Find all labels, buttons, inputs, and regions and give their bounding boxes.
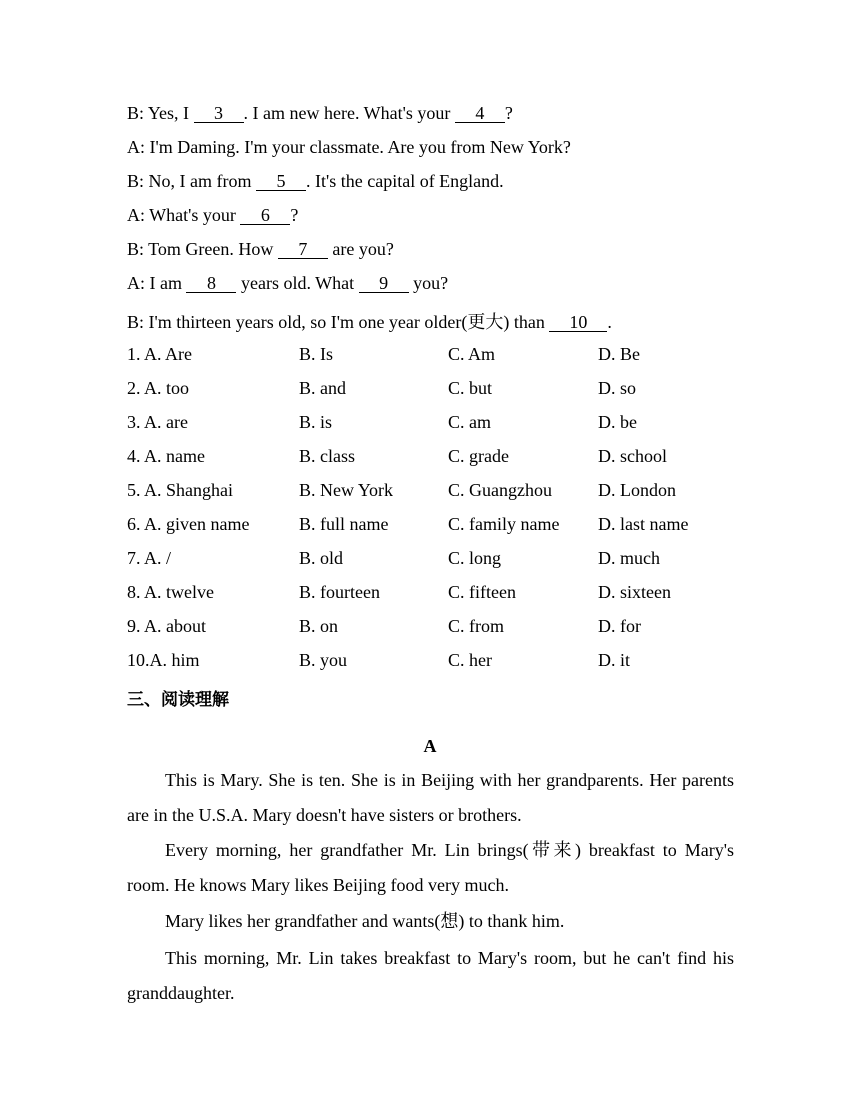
answer-blank: 6 <box>240 206 290 225</box>
option-row <box>127 582 747 606</box>
dialogue-text: B: I'm thirteen years old, so I'm one year older(更大) than <box>127 312 550 332</box>
dialogue-line <box>127 103 513 124</box>
answer-blank: 8 <box>186 274 236 293</box>
option-b: B. you <box>299 650 348 670</box>
option-row <box>127 446 747 470</box>
option-c: C. family name <box>448 514 560 534</box>
dialogue-line <box>127 137 571 158</box>
option-c: C. Am <box>448 344 496 364</box>
option-d: D. school <box>598 446 667 466</box>
option-row <box>127 650 747 674</box>
dialogue-line <box>127 171 504 192</box>
dialogue-text: ? <box>290 205 299 225</box>
option-d: D. much <box>598 548 660 568</box>
option-row <box>127 378 747 402</box>
passage-paragraph: Every morning, her grandfather Mr. Lin brings(带来) breakfast to Mary's room. He knows Mary likes Beijing food very much. <box>127 840 734 895</box>
dialogue-text: . It's the capital of England. <box>305 171 504 191</box>
question-option-a: 10.A. him <box>127 650 200 670</box>
question-option-a: 9. A. about <box>127 616 206 636</box>
dialogue-text: B: Tom Green. How <box>127 239 278 259</box>
dialogue-text: years old. What <box>236 273 359 293</box>
dialogue-text: A: I'm Daming. I'm your classmate. Are you from New York? <box>127 137 571 157</box>
option-c: C. from <box>448 616 504 636</box>
option-b: B. on <box>299 616 339 636</box>
option-d: D. London <box>598 480 676 500</box>
answer-blank: 7 <box>278 240 328 259</box>
dialogue-text: ? <box>504 103 513 123</box>
passage-paragraph: Mary likes her grandfather and wants(想) to thank him. <box>165 911 565 931</box>
option-row <box>127 412 747 436</box>
option-b: B. fourteen <box>299 582 380 602</box>
answer-blank: 3 <box>194 104 244 123</box>
option-b: B. full name <box>299 514 389 534</box>
section-title: 三、阅读理解 <box>127 690 229 710</box>
dialogue-text: B: No, I am from <box>127 171 256 191</box>
answer-blank: 5 <box>256 172 306 191</box>
option-row <box>127 344 747 368</box>
option-c: C. but <box>448 378 493 398</box>
option-row <box>127 616 747 640</box>
dialogue-text: A: I am <box>127 273 187 293</box>
option-row <box>127 514 747 538</box>
passage-paragraph: This morning, Mr. Lin takes breakfast to Mary's room, but he can't find his granddaughter. <box>127 948 734 1003</box>
option-c: C. long <box>448 548 502 568</box>
option-c: C. Guangzhou <box>448 480 552 500</box>
option-d: D. so <box>598 378 637 398</box>
option-row <box>127 480 747 504</box>
dialogue-text: . <box>607 312 612 332</box>
question-option-a: 4. A. name <box>127 446 205 466</box>
option-b: B. class <box>299 446 355 466</box>
question-option-a: 1. A. Are <box>127 344 192 364</box>
question-option-a: 3. A. are <box>127 412 188 432</box>
dialogue-text: are you? <box>327 239 394 259</box>
option-c: C. fifteen <box>448 582 516 602</box>
dialogue-text: you? <box>408 273 449 293</box>
question-option-a: 8. A. twelve <box>127 582 214 602</box>
dialogue-text: A: What's your <box>127 205 241 225</box>
option-d: D. for <box>598 616 641 636</box>
dialogue-line <box>127 273 448 294</box>
passage-paragraph: This is Mary. She is ten. She is in Beijing with her grandparents. Her parents are in the U.S.A. Mary doesn't have sisters or brothers. <box>127 770 734 825</box>
option-d: D. sixteen <box>598 582 671 602</box>
option-d: D. it <box>598 650 631 670</box>
dialogue-line <box>127 308 612 334</box>
option-c: C. grade <box>448 446 509 466</box>
question-option-a: 7. A. / <box>127 548 172 568</box>
option-row <box>127 548 747 572</box>
option-c: C. am <box>448 412 491 432</box>
dialogue-line <box>127 205 298 226</box>
answer-blank: 4 <box>455 104 505 123</box>
question-option-a: 2. A. too <box>127 378 190 398</box>
option-b: B. New York <box>299 480 394 500</box>
option-b: B. and <box>299 378 346 398</box>
option-b: B. is <box>299 412 333 432</box>
option-d: D. Be <box>598 344 640 364</box>
answer-blank: 10 <box>549 313 607 332</box>
question-option-a: 5. A. Shanghai <box>127 480 233 500</box>
option-c: C. her <box>448 650 492 670</box>
option-d: D. be <box>598 412 637 432</box>
answer-blank: 9 <box>359 274 409 293</box>
option-b: B. old <box>299 548 344 568</box>
passage-title: A <box>423 736 437 756</box>
question-option-a: 6. A. given name <box>127 514 250 534</box>
option-d: D. last name <box>598 514 689 534</box>
dialogue-text: B: Yes, I <box>127 103 194 123</box>
dialogue-line <box>127 239 394 260</box>
dialogue-text: . I am new here. What's your <box>243 103 455 123</box>
option-b: B. Is <box>299 344 334 364</box>
